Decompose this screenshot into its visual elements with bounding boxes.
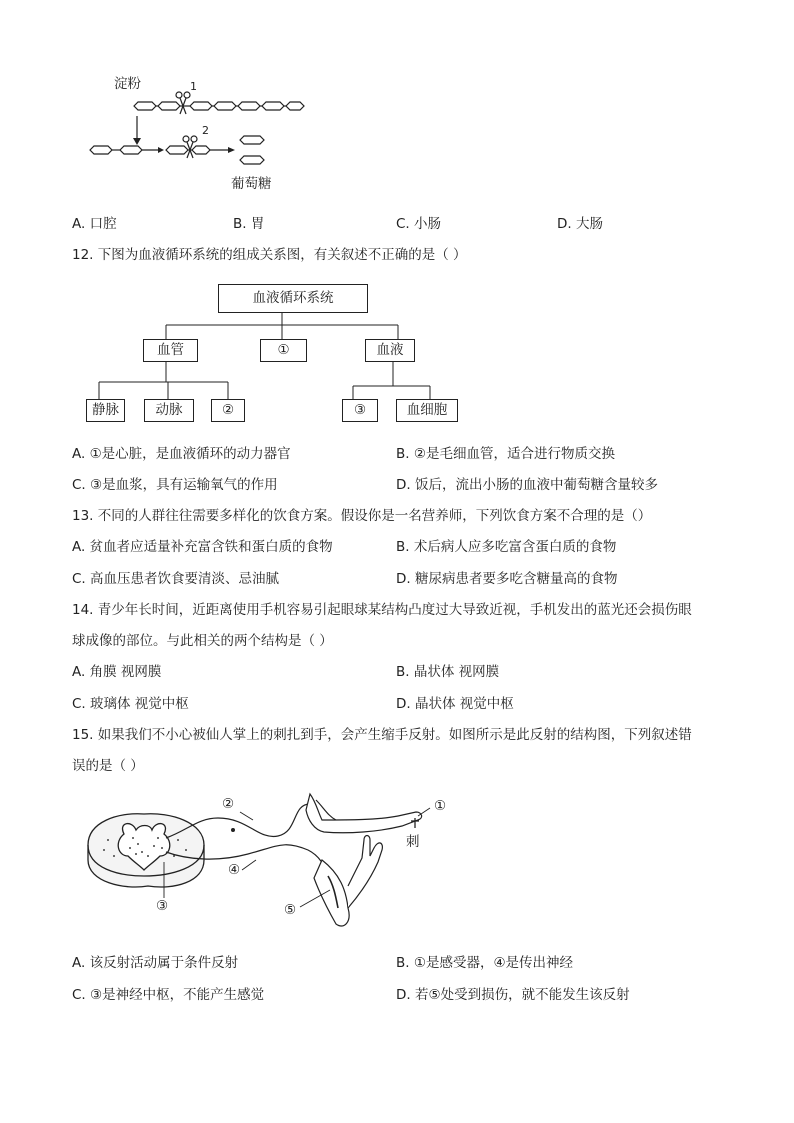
q12-option-c[interactable]: C. ③是血浆，具有运输氧气的作用 (72, 477, 278, 493)
q14-option-c[interactable]: C. 玻璃体 视觉中枢 (72, 696, 189, 712)
q12-option-a[interactable]: A. ①是心脏，是血液循环的动力器官 (72, 446, 291, 462)
label-3: ③ (156, 898, 169, 914)
q13-option-c[interactable]: C. 高血压患者饮食要清淡、忌油腻 (72, 571, 280, 587)
q12-option-b[interactable]: B. ②是毛细血管，适合进行物质交换 (396, 446, 615, 462)
q14-stem-line1: 14. 青少年长时间，近距离使用手机容易引起眼球某结构凸度过大导致近视，手机发出的蓝光还会损伤眼 (72, 602, 692, 618)
q11-figure (80, 68, 320, 198)
q13-option-b[interactable]: B. 术后病人应多吃富含蛋白质的食物 (396, 539, 617, 555)
q15-option-d[interactable]: D. 若⑤处受到损伤，就不能发生该反射 (396, 987, 630, 1003)
q11-option-b[interactable]: B. 胃 (233, 216, 265, 232)
q12-option-d[interactable]: D. 饭后，流出小肠的血液中葡萄糖含量较多 (396, 477, 658, 493)
q14-option-d[interactable]: D. 晶状体 视觉中枢 (396, 696, 514, 712)
q13-stem: 13. 不同的人群往往需要多样化的饮食方案。假设你是一名营养师，下列饮食方案不合理的是（） (72, 508, 652, 524)
q15-option-c[interactable]: C. ③是神经中枢，不能产生感觉 (72, 987, 265, 1003)
label-4: ④ (228, 862, 241, 878)
blank-2-box: ② (211, 399, 245, 422)
vein-box: 静脉 (86, 399, 125, 422)
starch-label: 淀粉 (114, 76, 141, 92)
q13-option-d[interactable]: D. 糖尿病患者要多吃含糖量高的食物 (396, 571, 618, 587)
q13-option-a[interactable]: A. 贫血者应适量补充富含铁和蛋白质的食物 (72, 539, 333, 555)
thorn-label: 刺 (406, 834, 420, 850)
blood-cells-box: 血细胞 (396, 399, 458, 422)
q12-stem: 12. 下图为血液循环系统的组成关系图，有关叙述不正确的是（ ） (72, 247, 467, 263)
label-5: ⑤ (284, 902, 297, 918)
q12-diagram (80, 283, 460, 428)
scissors-icon (176, 92, 190, 114)
q15-option-a[interactable]: A. 该反射活动属于条件反射 (72, 955, 239, 971)
vessel-box: 血管 (143, 339, 198, 362)
label-1: ① (434, 798, 447, 814)
q14-option-b[interactable]: B. 晶状体 视网膜 (396, 664, 500, 680)
artery-box: 动脉 (144, 399, 194, 422)
blank-3-box: ③ (342, 399, 378, 422)
q15-stem-line2: 误的是（ ） (72, 758, 144, 774)
label-2: ② (222, 796, 235, 812)
q15-figure (78, 790, 468, 935)
q15-option-b[interactable]: B. ①是感受器，④是传出神经 (396, 955, 574, 971)
root-box: 血液循环系统 (218, 284, 368, 313)
q14-option-a[interactable]: A. 角膜 视网膜 (72, 664, 162, 680)
reflex-arc-diagram (78, 790, 468, 935)
q11-option-a[interactable]: A. 口腔 (72, 216, 117, 232)
q11-option-d[interactable]: D. 大肠 (557, 216, 603, 232)
q14-stem-line2: 球成像的部位。与此相关的两个结构是（ ） (72, 633, 333, 649)
scissor-2-label: 2 (202, 124, 209, 137)
q15-stem-line1: 15. 如果我们不小心被仙人掌上的刺扎到手，会产生缩手反射。如图所示是此反射的结构图，下列叙述错 (72, 727, 692, 743)
blood-box: 血液 (365, 339, 415, 362)
scissor-1-label: 1 (190, 80, 197, 93)
blank-1-box: ① (260, 339, 307, 362)
glucose-label: 葡萄糖 (231, 176, 272, 192)
q11-option-c[interactable]: C. 小肠 (396, 216, 442, 232)
